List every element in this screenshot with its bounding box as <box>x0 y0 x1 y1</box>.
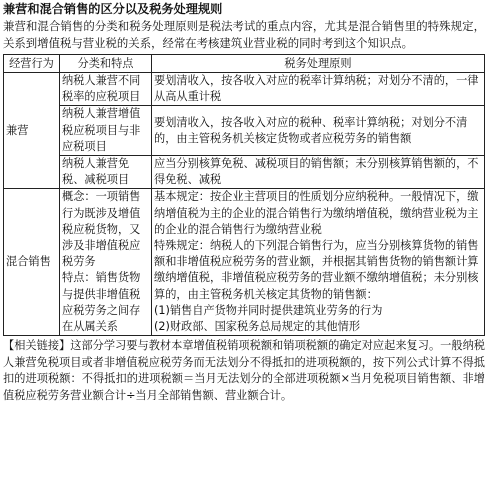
mixed-sales-feature-cell <box>60 189 152 336</box>
table-row <box>4 189 485 336</box>
category-concurrent-operation: 兼营 <box>4 73 60 189</box>
principle-cell: 应当分别核算免税、减税项目的销售额；未分别核算销售额的，不得免税、减税 <box>152 156 485 189</box>
intro-paragraph: 兼营和混合销售的分类和税务处理原则是税法考试的重点内容，尤其是混合销售里的特殊规定，关系到增值税与营业税的关系，经常在考核建筑业营业税的同时考到这个知识点。 <box>3 19 485 50</box>
header-business-activity: 经营行为 <box>4 55 60 73</box>
special-rule-text: 特殊规定：纳税人的下列混合销售行为，应当分别核算货物的销售额和非增值税应税劳务的营业额，并根据其销售货物的销售额计算缴纳增值税，非增值税应税劳务的营业额不缴纳增值税；未分别核算的，由主管税务机关核定其货物的销售额： <box>154 239 479 301</box>
table-row <box>4 73 485 106</box>
mixed-sales-characteristic: 特点：销售货物与提供非增值税应税劳务之间存在从属关系 <box>62 271 141 334</box>
category-mixed-sales: 混合销售 <box>4 189 60 336</box>
header-tax-principle: 税务处理原则 <box>152 55 485 73</box>
table-row <box>4 156 485 189</box>
header-classification-features: 分类和特点 <box>60 55 152 73</box>
table-header-row <box>4 55 485 73</box>
related-link-paragraph: 【相关链接】这部分学习要与教材本章增值税销项税额和销项税额的确定对应起来复习。一般纳税人兼营免税项目或者非增值税应税劳务而无法划分不得抵扣的进项税额的，按下列公式计算不得抵扣的进项税额：不得抵扣的进项税额＝当月无法划分的全部进项税额×当月免税项目销售额、非增值税应税劳务营业额合计÷当月全部销售额、营业额合计。 <box>3 339 485 402</box>
special-rule-item-2: (2)财政部、国家税务总局规定的其他情形 <box>154 320 361 334</box>
special-rule-item-1: (1)销售自产货物并同时提供建筑业劳务的行为 <box>154 303 383 317</box>
principle-cell: 要划清收入，按各收入对应的税种、税率计算纳税；对划分不清的，由主管税务机关核定货物或者应税劳务的销售额 <box>152 106 485 156</box>
feature-cell: 纳税人兼营增值税应税项目与非应税项目 <box>60 106 152 156</box>
feature-cell: 纳税人兼营不同税率的应税项目 <box>60 73 152 106</box>
basic-rule-text: 基本规定：按企业主营项目的性质划分应纳税种。一般情况下，缴纳增值税为主的企业的混合销售行为缴纳增值税，缴纳营业税为主的企业的混合销售行为缴纳营业税 <box>154 190 479 236</box>
document-title: 兼营和混合销售的区分以及税务处理规则 <box>3 2 223 16</box>
tax-rules-table <box>3 54 485 336</box>
feature-cell: 纳税人兼营免税、减税项目 <box>60 156 152 189</box>
mixed-sales-principle-cell <box>152 189 485 336</box>
mixed-sales-concept: 概念：一项销售行为既涉及增值税应税货物，又涉及非增值税应税劳务 <box>62 190 141 269</box>
principle-cell: 要划清收入，按各收入对应的税率计算纳税；对划分不清的，一律从高从重计税 <box>152 73 485 106</box>
table-row <box>4 106 485 156</box>
